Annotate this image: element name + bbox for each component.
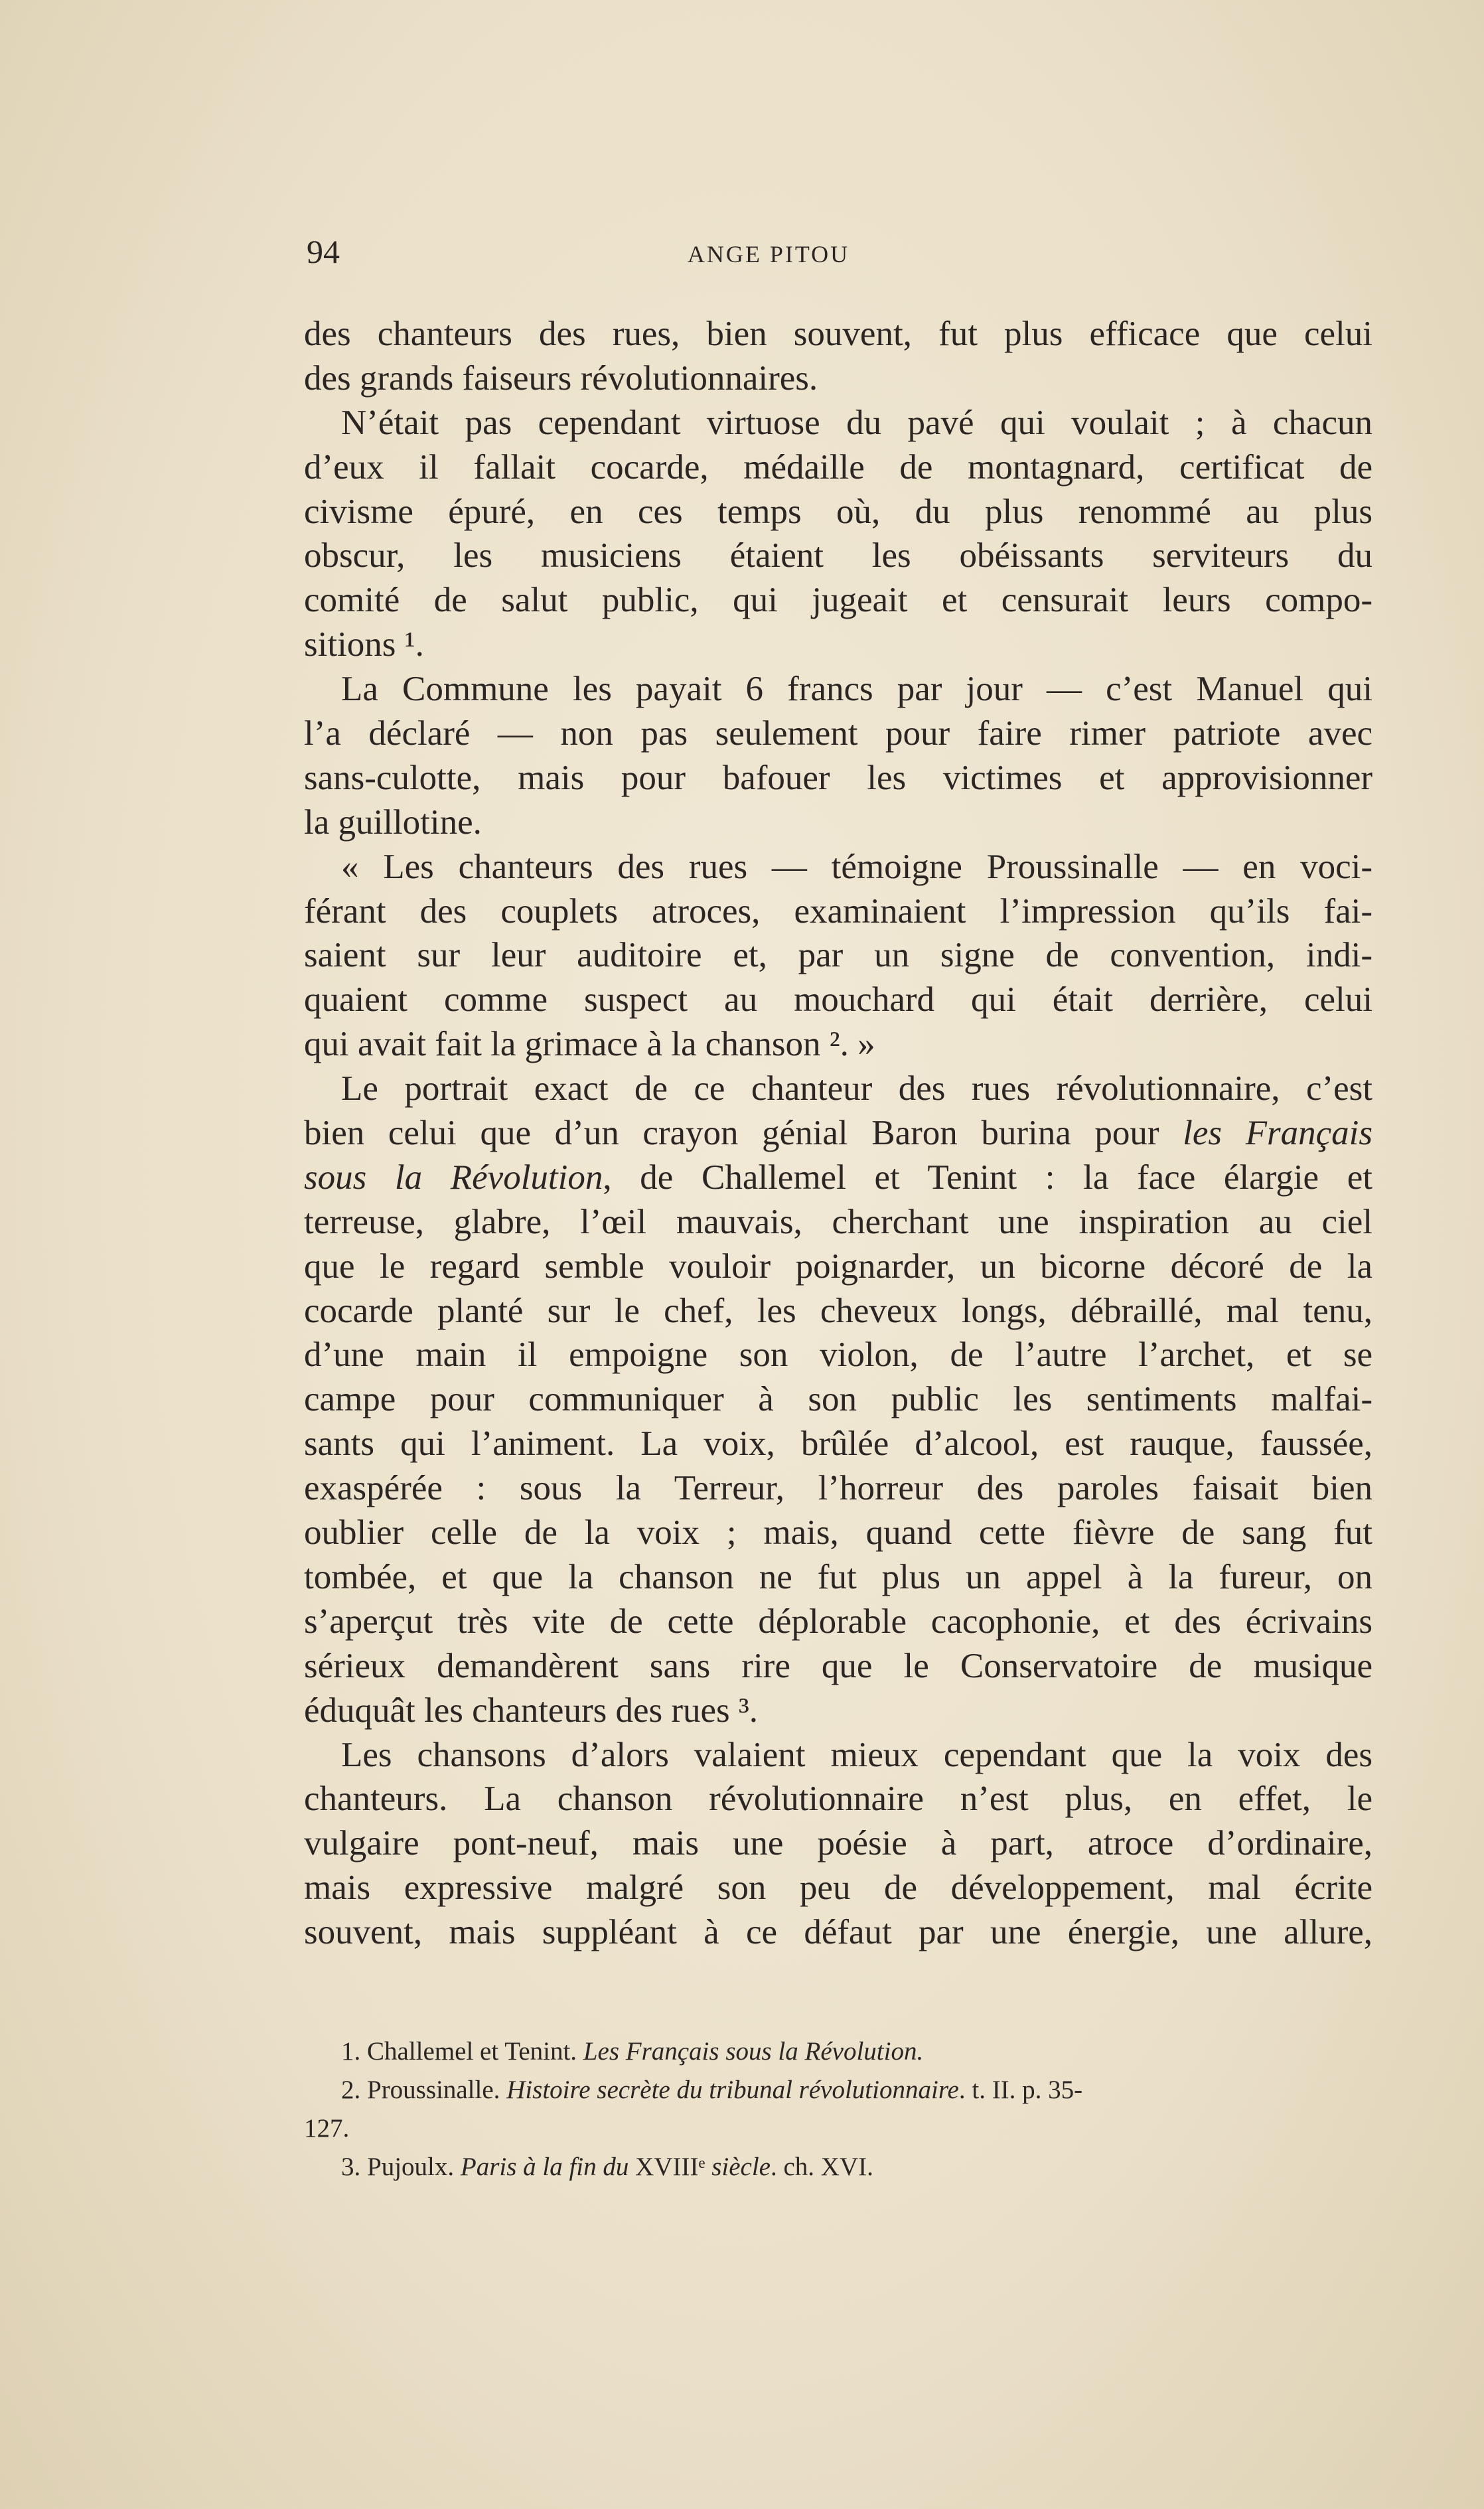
footnote <box>304 2071 1373 2109</box>
text-segment: La Commune les payait 6 francs par jour — c’est Manuel qui <box>341 670 1373 709</box>
italic-text: sous la Révolution <box>304 1158 603 1197</box>
text-segment: 2. Proussinalle. <box>341 2076 507 2104</box>
text-line <box>304 667 1373 712</box>
text-segment: Le portrait exact de ce chanteur des rues révolutionnaire, c’est <box>341 1069 1373 1108</box>
text-segment: la guillotine. <box>304 802 482 842</box>
text-segment: sitions ¹. <box>304 625 424 664</box>
text-segment: bien celui que d’un crayon génial Baron burina pour <box>304 1114 1183 1153</box>
text-line <box>304 845 1373 889</box>
text-segment: cocarde planté sur le chef, les cheveux longs, débraillé, mal tenu, <box>304 1291 1373 1330</box>
footnote <box>304 2109 1373 2148</box>
text-line <box>304 1377 1373 1422</box>
text-segment: . t. II. p. 35- <box>958 2076 1083 2104</box>
text-segment: férant des couplets atroces, examinaient l’impression qu’ils fai- <box>304 891 1373 931</box>
text-segment: saient sur leur auditoire et, par un signe de convention, indi- <box>304 936 1373 975</box>
text-line <box>304 534 1373 578</box>
italic-text: siècle <box>711 2153 771 2181</box>
text-line <box>304 356 1373 401</box>
running-title: ANGE PITOU <box>687 241 850 267</box>
text-line <box>304 1156 1373 1200</box>
text-segment: mais expressive malgré son peu de développement, mal écrite <box>304 1868 1373 1908</box>
text-line <box>304 756 1373 800</box>
text-segment: 3. Pujoulx. <box>341 2153 461 2181</box>
text-line <box>304 933 1373 978</box>
text-segment: que le regard semble vouloir poignarder, un bicorne décoré de la <box>304 1247 1373 1286</box>
text-line <box>304 445 1373 490</box>
text-line <box>304 623 1373 667</box>
italic-text: Histoire secrète du tribunal révolutionnaire <box>506 2076 959 2104</box>
text-line <box>304 1600 1373 1644</box>
footnote <box>304 2148 1373 2186</box>
text-segment: s’aperçut très vite de cette déplorable cacophonie, et des écrivains <box>304 1602 1373 1641</box>
text-line <box>304 1866 1373 1910</box>
text-segment: « Les chanteurs des rues — témoigne Proussinalle — en voci- <box>341 847 1373 886</box>
text-segment: , de Challemel et Tenint : la face élargie et <box>603 1158 1373 1197</box>
text-segment: XVIIIᵉ <box>629 2153 712 2181</box>
text-segment: Les chansons d’alors valaient mieux cependant que la voix des <box>341 1735 1373 1774</box>
text-line <box>304 578 1373 623</box>
text-segment: sans-culotte, mais pour bafouer les victimes et approvisionner <box>304 758 1373 797</box>
text-line <box>304 1422 1373 1466</box>
text-segment: tombée, et que la chanson ne fut plus un appel à la fureur, on <box>304 1557 1373 1596</box>
text-segment: oublier celle de la voix ; mais, quand cette fièvre de sang fut <box>304 1513 1373 1553</box>
text-segment: terreuse, glabre, l’œil mauvais, cherchant une inspiration au ciel <box>304 1202 1373 1241</box>
text-line <box>304 490 1373 534</box>
text-line <box>304 1910 1373 1955</box>
text-line <box>304 1689 1373 1733</box>
text-line <box>304 1022 1373 1067</box>
text-segment: sérieux demandèrent sans rire que le Conservatoire de musique <box>304 1646 1373 1685</box>
text-line <box>304 1777 1373 1821</box>
text-line <box>304 978 1373 1022</box>
text-line <box>304 1111 1373 1156</box>
text-segment: civisme épuré, en ces temps où, du plus renommé au plus <box>304 492 1373 531</box>
text-line <box>304 1644 1373 1689</box>
text-segment: campe pour communiquer à son public les sentiments malfai- <box>304 1380 1373 1419</box>
text-segment: l’a déclaré — non pas seulement pour faire rimer patriote avec <box>304 714 1373 753</box>
text-line <box>304 1200 1373 1245</box>
text-line <box>304 800 1373 845</box>
text-segment: éduquât les chanteurs des rues ³. <box>304 1691 759 1730</box>
footnote <box>304 2032 1373 2071</box>
text-segment: 1. Challemel et Tenint. <box>341 2037 583 2066</box>
text-segment: 127. <box>304 2114 350 2143</box>
italic-text: les Français <box>1183 1114 1373 1153</box>
text-line <box>304 1511 1373 1555</box>
text-segment: souvent, mais suppléant à ce défaut par une énergie, une allure, <box>304 1913 1373 1952</box>
text-segment: chanteurs. La chanson révolutionnaire n’est plus, en effet, le <box>304 1780 1373 1819</box>
text-line <box>304 1067 1373 1111</box>
text-segment: . ch. XVI. <box>770 2153 873 2181</box>
text-line <box>304 712 1373 756</box>
text-line <box>304 1555 1373 1600</box>
text-line <box>304 889 1373 934</box>
text-segment: des chanteurs des rues, bien souvent, fut plus efficace que celui <box>304 315 1373 353</box>
text-segment: exaspérée : sous la Terreur, l’horreur des paroles faisait bien <box>304 1469 1373 1508</box>
text-segment: d’une main il empoigne son violon, de l’autre l’archet, et se <box>304 1335 1373 1375</box>
text-segment: qui avait fait la grimace à la chanson ². » <box>304 1025 875 1064</box>
text-line <box>304 312 1373 356</box>
text-segment: obscur, les musiciens étaient les obéissants serviteurs du <box>304 536 1373 575</box>
body-text <box>304 312 1373 1955</box>
text-segment: quaient comme suspect au mouchard qui était derrière, celui <box>304 980 1373 1020</box>
text-line <box>304 1333 1373 1377</box>
text-segment: N’était pas cependant virtuose du pavé qui voulait ; à chacun <box>341 403 1373 442</box>
text-line <box>304 1289 1373 1333</box>
italic-text: Paris à la fin du <box>460 2153 629 2181</box>
text-segment: des grands faiseurs révolutionnaires. <box>304 358 818 398</box>
text-line <box>304 1245 1373 1289</box>
italic-text: Les Français sous la Révolution. <box>583 2037 924 2066</box>
text-line <box>304 1821 1373 1866</box>
text-line <box>304 1733 1373 1778</box>
footnotes <box>304 2032 1373 2186</box>
text-segment: vulgaire pont-neuf, mais une poésie à part, atroce d’ordinaire, <box>304 1824 1373 1863</box>
page-number: 94 <box>307 233 340 270</box>
text-line <box>304 401 1373 445</box>
text-line <box>304 1466 1373 1511</box>
text-segment: comité de salut public, qui jugeait et censurait leurs compo- <box>304 581 1373 620</box>
text-segment: d’eux il fallait cocarde, médaille de montagnard, certificat de <box>304 447 1373 487</box>
text-segment: sants qui l’animent. La voix, brûlée d’alcool, est rauque, faussée, <box>304 1424 1373 1464</box>
